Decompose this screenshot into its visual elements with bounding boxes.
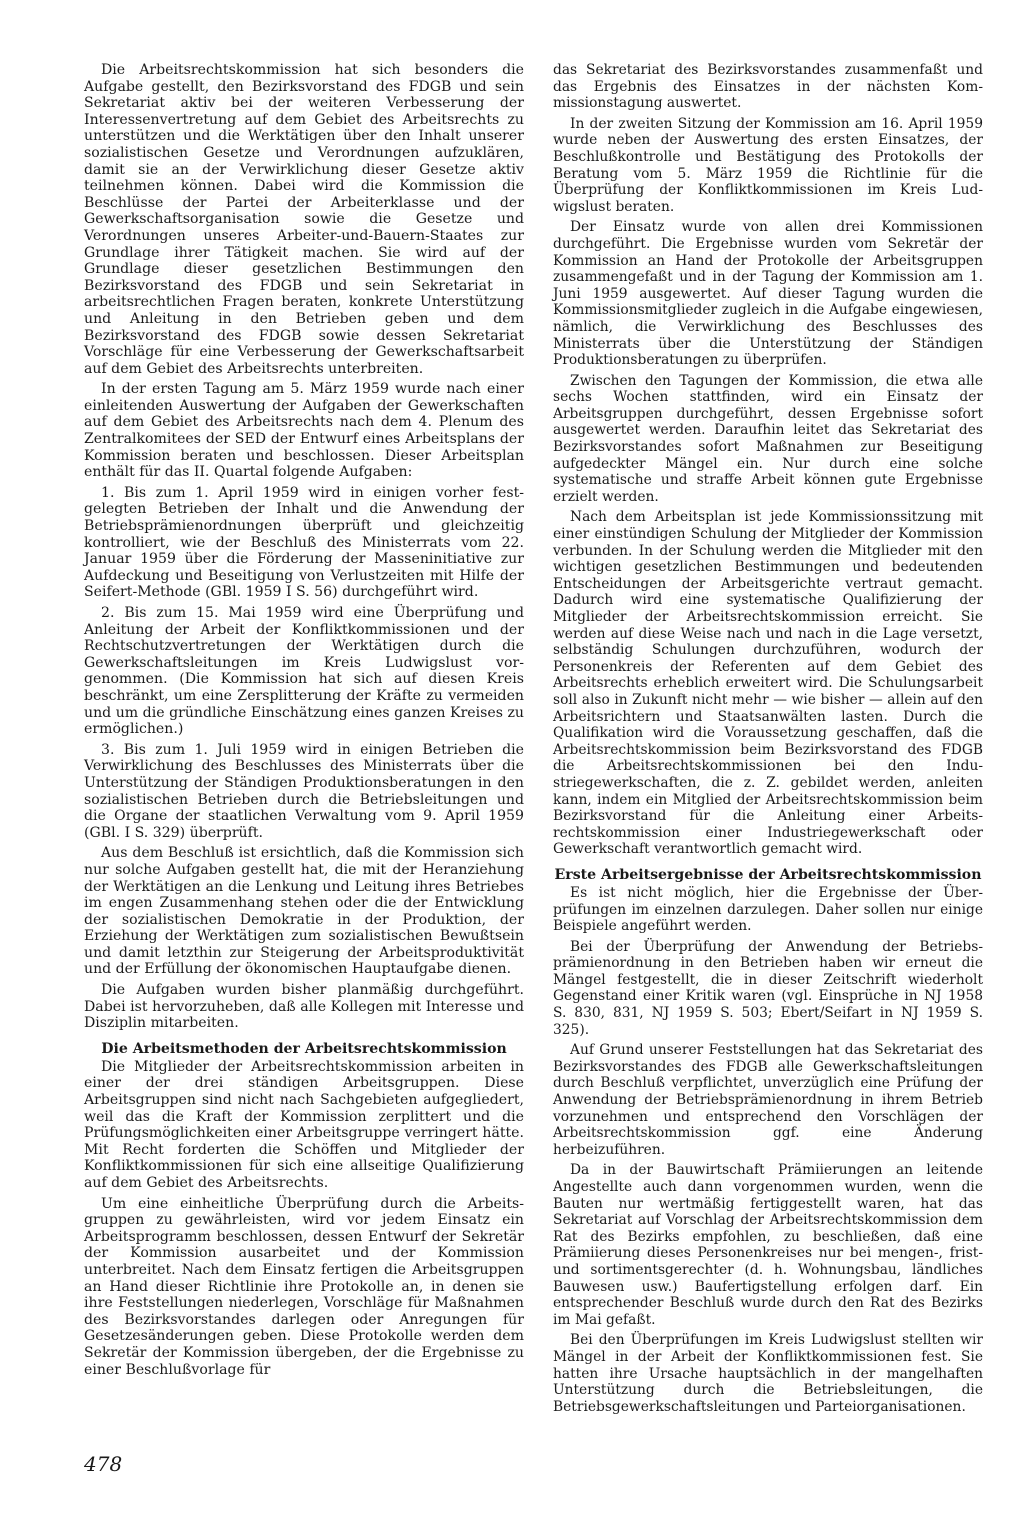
paragraph: In der ersten Tagung am 5. März 1959 wurde nach einer einleitenden Auswertung der Aufgaben der Gewerkschaften auf dem Gebiet des Arbeitsrechts nach dem 4. Plenum des Zentralkomitees der SED der Entwurf eines Arbeitsplans der Kommission beraten und beschlossen. Dieser Arbeitsplan enthält für das II. Quartal folgende Aufgaben: <box>84 381 524 481</box>
paragraph: In der zweiten Sitzung der Kommission am 16. April 1959 wurde neben der Auswertung des ersten Einsatzes, der Beschlußkontrolle und Bestätigung des Protokolls der Beratung vom 5. März 1959 die Richtlinie für die Überprüfung der Konfliktkommissionen im Kreis Ludwigslust beraten. <box>553 115 983 215</box>
list-item: 1. Bis zum 1. April 1959 wird in einigen vorher festgelegten Betrieben der Inhalt und die Anwendung der Betriebsprämienordnungen überprüft und gleichzeitig kontrolliert, wie der Beschluß des Ministerrats vom 22. Januar 1959 über die Förderung der Masseninitiative zur Aufdeckung und Beseitigung von Verlustzeiten mit Hilfe der Seifert-Methode (GBl. 1959 I S. 56) durchgeführt wird. <box>84 484 524 601</box>
section-heading: Die Arbeitsmethoden der Arbeitsrechtskommission <box>101 1040 507 1057</box>
paragraph: Die Mitglieder der Arbeitsrechtskommission arbeiten in einer der drei ständigen Arbeitsgruppen. Diese Arbeitsgruppen sind nicht nach Sachgebieten aufgegliedert, weil das die Kraft der Kommission zerplittert und die Prüfungsmöglichkeiten einer Arbeitsgruppe verringert hätte. Mit Recht forderten die Schöffen und Mitglieder der Konfliktkommissionen für sich eine allseitige Qualifizierung auf dem Gebiet des Arbeitsrechts. <box>84 1058 524 1191</box>
paragraph: Die Aufgaben wurden bisher planmäßig durchgeführt. Dabei ist hervorzuheben, daß alle Kollegen mit Interesse und Disziplin mitarbeiten. <box>84 982 524 1032</box>
paragraph: das Sekretariat des Bezirksvorstandes zusammenfaßt und das Ergebnis des Einsatzes in der nächsten Kommissionstagung auswertet. <box>553 62 983 112</box>
paragraph: Die Arbeitsrechtskommission hat sich besonders die Aufgabe gestellt, den Bezirksvorstand des FDGB und sein Sekretariat aktiv bei der weiteren Verbesserung der Interessenvertretung auf dem Gebiet des Arbeitsrechts zu unterstützen und die Werktätigen über den Inhalt unserer sozialistischen Gesetze und Verordnungen aufzuklären, damit sie an der Verwirklichung dieser Gesetze aktiv teilnehmen können. Dabei wird die Kommission die Beschlüsse der Partei der Arbeiterklasse und der Gewerkschaftsorganisation sowie die Gesetze und Verordnungen unseres Arbeiter-und-Bauern-Staates zur Grundlage ihrer Tätigkeit machen. Sie wird auf der Grundlage dieser gesetzlichen Bestimmungen den Bezirksvorstand des FDGB und sein Sekretariat in arbeitsrechtlichen Fragen beraten, konkrete Unterstützung und Anleitung in den Betrieben geben und dem Bezirksvorstand des FDGB sowie dessen Sekretariat Vorschläge für eine Verbesserung der Gewerkschaftsarbeit auf dem Gebiet des Arbeitsrechts unterbreiten. <box>84 62 524 377</box>
paragraph: Der Einsatz wurde von allen drei Kommissionen durchgeführt. Die Ergebnisse wurden vom Sekretär der Kommission an Hand der Protokolle der Arbeitsgruppen zusammengefaßt und in der Tagung der Kommission am 1. Juni 1959 ausgewertet. Auf dieser Tagung wurden die Kommissionsmitglieder zugleich in die Aufgabe eingewiesen, nämlich, die Verwirklichung des Beschlusses des Ministerrats über die Unterstützung der Ständigen Produktionsberatungen zu überprüfen. <box>553 219 983 369</box>
paragraph: Um eine einheitliche Überprüfung durch die Arbeitsgruppen zu gewährleisten, wird vor jedem Einsatz ein Arbeitsprogramm beschlossen, dessen Entwurf der Sekretär der Kommission ausarbeitet und der Kommission unterbreitet. Nach dem Einsatz fertigen die Arbeitsgruppen an Hand dieser Richtlinie ihre Protokolle an, in denen sie ihre Feststellungen niederlegen, Vorschläge für Maßnahmen des Bezirksvorstandes darlegen oder Anregungen für Gesetzesänderungen geben. Diese Protokolle werden dem Sekretär der Kommission übergeben, der die Ergebnisse zu einer Beschlußvorlage für <box>84 1195 524 1378</box>
page-number: 478 <box>84 1452 123 1476</box>
list-item: 3. Bis zum 1. Juli 1959 wird in einigen Betrieben die Verwirklichung des Beschlusses des Ministerrats über die Unterstützung der Ständigen Produktionsberatungen in den sozialistischen Betrieben durch die Betriebsleitungen und die Organe der staatlichen Verwaltung vom 9. April 1959 (GBl. I S. 329) überprüft. <box>84 741 524 841</box>
section-heading: Erste Arbeitsergebnisse der Arbeitsrechtskommission <box>554 866 982 883</box>
paragraph: Bei den Überprüfungen im Kreis Ludwigslust stellten wir Mängel in der Arbeit der Konfliktkommissionen fest. Sie hatten ihre Ursache hauptsächlich in der mangelhaften Unterstützung durch die Betriebsleitungen, die Betriebsgewerkschaftsleitungen und Parteiorganisationen. <box>553 1332 983 1415</box>
list-item: 2. Bis zum 15. Mai 1959 wird eine Überprüfung und Anleitung der Arbeit der Konfliktkommissionen und der Rechtschutzvertretungen der Werktätigen durch die Gewerkschaftsleitungen im Kreis Ludwigslust vorgenommen. (Die Kommission hat sich auf diesen Kreis beschränkt, um eine Zersplitterung der Kräfte zu vermeiden und um die gründliche Einschätzung eines ganzen Kreises zu ermöglichen.) <box>84 605 524 738</box>
right-column <box>553 62 983 1419</box>
paragraph: Auf Grund unserer Feststellungen hat das Sekretariat des Bezirksvorstandes des FDGB alle Gewerkschaftsleitungen durch Beschluß verpflichtet, unverzüglich eine Prüfung der Anwendung der Betriebsprämienordnung in ihrem Betrieb vorzunehmen und entsprechend den Vorschlägen der Arbeitsrechtskommission ggf. eine Änderung herbeizuführen. <box>553 1042 983 1158</box>
paragraph: Es ist nicht möglich, hier die Ergebnisse der Überprüfungen im einzelnen darzulegen. Daher sollen nur einige Beispiele angeführt werden. <box>553 884 983 935</box>
left-column <box>84 62 524 1382</box>
paragraph: Zwischen den Tagungen der Kommission, die etwa alle sechs Wochen stattfinden, wird ein Einsatz der Arbeitsgruppen durchgeführt, dessen Ergebnisse sofort ausgewertet werden. Daraufhin leitet das Sekretariat des Bezirksvorstandes sofort Maßnahmen zur Beseitigung aufgedeckter Mängel ein. Nur durch eine solche systematische und straffe Arbeit können gute Ergebnisse erzielt werden. <box>553 372 983 505</box>
paragraph: Aus dem Beschluß ist ersichtlich, daß die Kommission sich nur solche Aufgaben gestellt hat, die mit der Heranziehung der Werktätigen an die Lenkung und Leitung ihres Betriebes im engen Zusammenhang stehen oder die der Entwicklung der sozialistischen Demokratie in der Produktion, der Erziehung der Werktätigen zum sozialistischen Bewußtsein und damit letzthin zur Steigerung der Arbeitsproduktivität und der Erfüllung der ökonomischen Hauptaufgabe dienen. <box>84 845 524 978</box>
paragraph: Nach dem Arbeitsplan ist jede Kommissionssitzung mit einer einstündigen Schulung der Mitglieder der Kommission verbunden. In der Schulung werden die Mitglieder mit den wichtigen gesetzlichen Bestimmungen und bedeutenden Entscheidungen der Arbeitsgerichte vertraut gemacht. Dadurch wird eine systematische Qualifizierung der Mitglieder der Arbeitsrechtskommission erreicht. Sie werden auf diese Weise nach und nach in die Lage versetzt, selbständig Schulungen durchzuführen, wodurch der Personenkreis der Referenten auf dem Gebiet des Arbeitsrechts erheblich erweitert wird. Die Schulungsarbeit soll also in Zukunft nicht mehr — wie bisher — allein auf den Arbeitsrichtern und Staatsanwälten lasten. Durch die Qualifikation wird die Voraussetzung geschaffen, daß die Arbeitsrechtskommission beim Bezirksvorstand des FDGB die Arbeitsrechtskommissionen bei den Industriegewerkschaften, die z. Z. gebildet werden, anleiten kann, indem ein Mitglied der Arbeitsrechtskommission beim Bezirksvorstand für die Anleitung einer Arbeitsrechtskommission einer Industriegewerkschaft oder Gewerkschaft verantwortlich gemacht wird. <box>553 509 983 858</box>
paragraph: Bei der Überprüfung der Anwendung der Betriebsprämienordnung in den Betrieben haben wir erneut die Mängel festgestellt, die in dieser Zeitschrift wiederholt Gegenstand einer Kritik waren (vgl. Einsprüche in NJ 1958 S. 830, 831, NJ 1959 S. 503; Ebert/Seifart in NJ 1959 S. 325). <box>553 938 983 1038</box>
paragraph: Da in der Bauwirtschaft Prämiierungen an leitende Angestellte auch dann vorgenommen wurden, wenn die Bauten nur wertmäßig fertiggestellt waren, hat das Sekretariat auf Vorschlag der Arbeitsrechtskommission dem Rat des Bezirks empfohlen, zu beschließen, daß eine Prämiierung dieses Personenkreises nur bei mengen-, frist- und sortimentsgerechter (d. h. Wohnungsbau, ländliches Bauwesen usw.) Baufertigstellung erfolgen darf. Ein entsprechender Beschluß wurde durch den Rat des Bezirks im Mai gefaßt. <box>553 1162 983 1328</box>
